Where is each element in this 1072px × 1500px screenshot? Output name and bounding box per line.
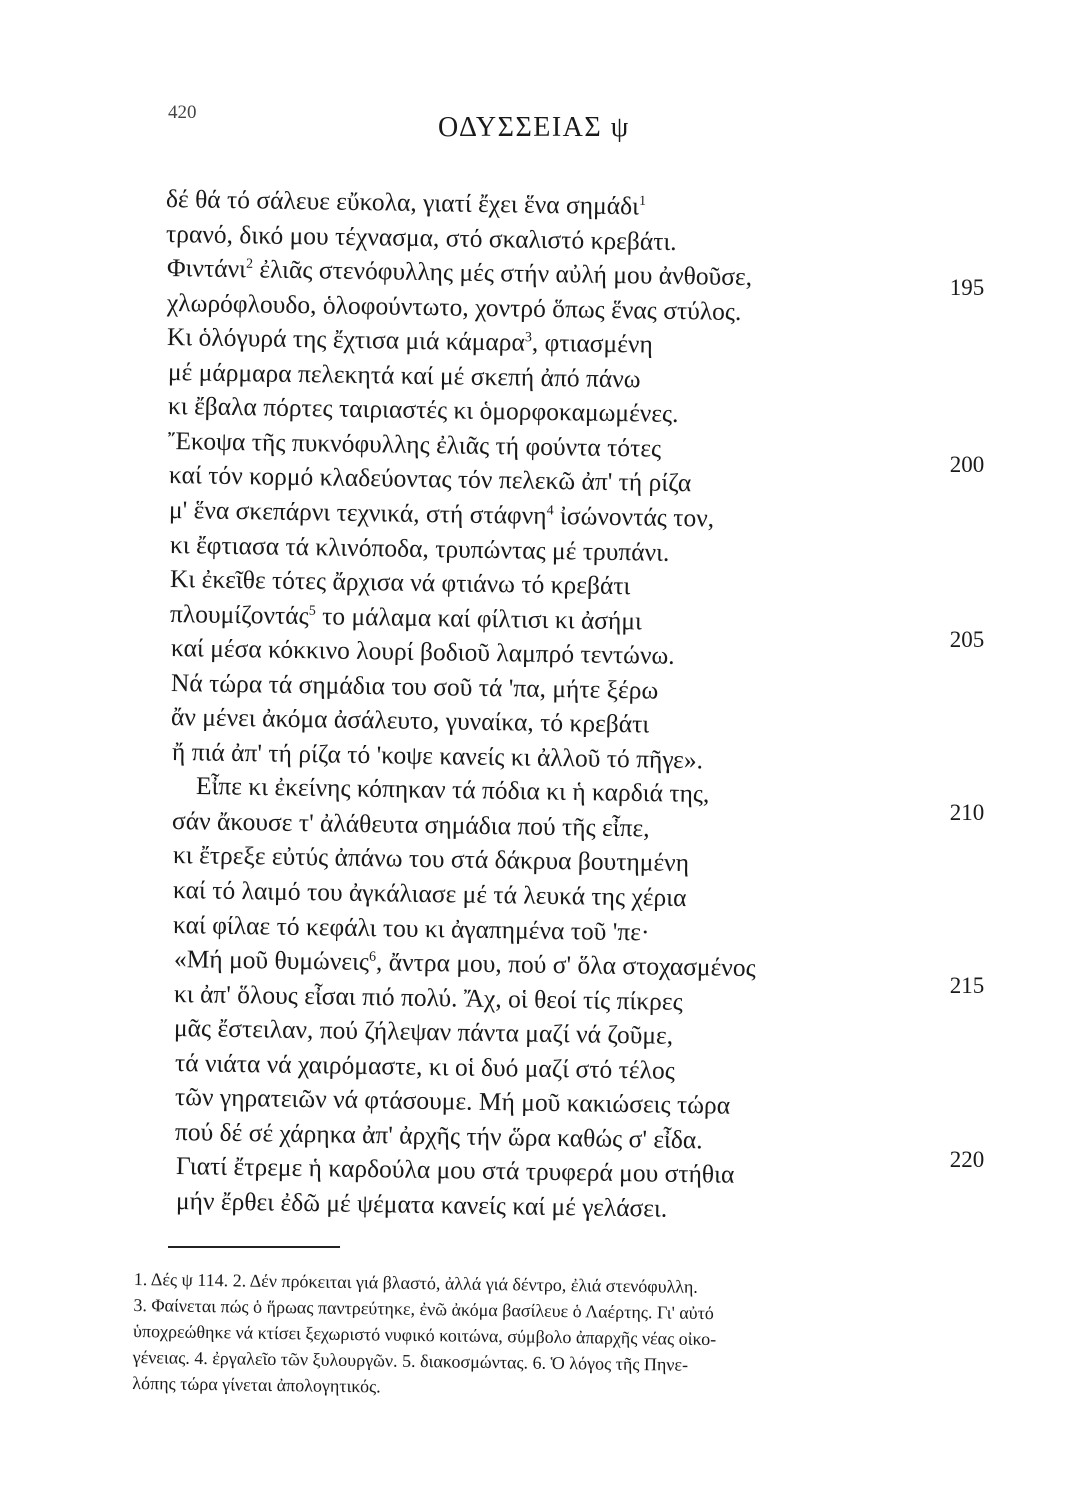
footnote-line: λόπης τώρα γίνεται ἀπολογητικός.	[132, 1372, 381, 1397]
verse-line	[170, 566, 890, 603]
footnote-marker: 4	[546, 503, 554, 519]
verse-text: κι ἀπ' ὅλους εἶσαι πιό πολύ. Ἄχ, οἱ θεοί τίς πίκρες	[173, 978, 683, 1016]
verse-text: Ἔκοψα τῆς πυκνόφυλλης ἐλιᾶς τή φούντα τότες	[167, 425, 662, 463]
verse-text: τρανό, δικό μου τέχνασμα, στό σκαλιστό κρεβάτι.	[165, 218, 677, 256]
verse-text: καί τόν κορμό κλαδεύοντας τόν πελεκῶ ἀπ' τή ρίζα	[168, 460, 692, 498]
verse-text: μήν ἔρθει ἐδῶ μέ ψέματα κανείς καί μέ γελάσει.	[175, 1185, 668, 1223]
verse-line	[173, 978, 894, 1018]
verse-line	[167, 356, 888, 396]
verse-text: μᾶς ἔστειλαν, πού ζήλεψαν πάντα μαζί νά ζοῦμε,	[173, 1013, 674, 1051]
verse-text: δέ θά τό σάλευε εὔκολα, γιατί ἔχει ἕνα σημάδι	[165, 184, 640, 221]
verse-text: Εἶπε κι ἐκείνης κόπηκαν τά πόδια κι ἡ καρδιά της,	[195, 771, 710, 809]
verse-line	[167, 425, 888, 465]
verse-line	[165, 218, 886, 258]
verse-line	[174, 1116, 895, 1156]
verse-line	[168, 393, 888, 430]
running-title: ΟΔΥΣΣΕΙΑΣ ψ	[438, 112, 630, 143]
verse-text: ἰσώνοντάς τον,	[553, 500, 715, 533]
verse-line	[196, 773, 916, 810]
footnote-marker: 3	[524, 330, 533, 346]
verse-line	[174, 946, 894, 983]
verse-text: , ἄντρα μου, πού σ' ὅλα στοχασμένος	[375, 947, 756, 983]
verse-line	[171, 805, 892, 845]
verse-text: Νά τώρα τά σημάδια του σοῦ τά 'πα, μήτε ξέρω	[170, 667, 659, 705]
line-number: 205	[949, 627, 985, 652]
verse-text: μ' ἕνα σκεπάρνι τεχνικά, στή στάφνη	[168, 494, 547, 530]
verse-text: μέ μάρμαρα πελεκητά καί μέ σκεπή ἀπό πάνω	[167, 356, 641, 394]
verse-text: , φτιασμένη	[531, 327, 654, 359]
footnotes	[132, 1266, 984, 1408]
verse-line	[175, 1185, 896, 1225]
verse-line	[169, 598, 890, 638]
verse-text: Κι ὁλόγυρά της ἔχτισα μιά κάμαρα	[166, 322, 526, 357]
verse-text: το μάλαμα καί φίλτισι κι ἀσήμι	[315, 600, 643, 636]
verse-text: κι ἔφτιασα τά κλινόποδα, τρυπώντας μέ τρυπάνι.	[169, 529, 670, 567]
verse-text: κι ἔτρεξε εὐτύς ἀπάνω του στά δάκρυα βουτημένη	[172, 840, 690, 878]
verse-line	[167, 255, 887, 292]
line-number: 195	[949, 275, 985, 300]
verse-text: χλωρόφλουδο, ὁλοφούντωτο, χοντρό ὅπως ἕνας στύλος.	[166, 287, 742, 326]
verse-line	[166, 287, 887, 327]
line-number: 210	[949, 800, 985, 825]
verse-line	[174, 1047, 895, 1087]
verse-line	[175, 1084, 895, 1121]
verse-text: Φιντάνι	[166, 253, 247, 284]
verse-text: πλουμίζοντάς	[169, 598, 309, 630]
verse-text: καί τό λαιμό του ἀγκάλιασε μέ τά λευκά της χέρια	[172, 875, 687, 913]
footnote-marker: 6	[368, 949, 377, 965]
verse-line	[171, 736, 892, 776]
verse-text: ἤ πιά ἀπ' τή ρίζα τό 'κοψε κανείς κι ἀλλοῦ τό πῆγε».	[171, 736, 704, 775]
verse-text: τά νιάτα νά χαιρόμαστε, κι οἱ δυό μαζί στό τέλος	[174, 1047, 676, 1085]
verse-line	[176, 1153, 896, 1190]
verse-line	[170, 667, 891, 707]
verse-line	[174, 1015, 894, 1052]
line-number: 200	[949, 452, 985, 477]
verse-text: ἐλιᾶς στενόφυλλης μές στήν αὐλή μου ἀνθοῦσε,	[252, 254, 753, 292]
verse-line	[171, 704, 891, 741]
verse-line	[169, 529, 890, 569]
verse-text: Γιατί ἔτρεμε ἡ καρδούλα μου στά τρυφερά μου στήθια	[175, 1151, 735, 1190]
verse-line	[173, 877, 893, 914]
footnote-marker: 1	[638, 193, 647, 210]
verse-line	[169, 462, 889, 499]
verse-text: Κι ἐκεῖθε τότες ἄρχισα νά φτιάνω τό κρεβάτι	[169, 564, 631, 601]
verse-line	[166, 186, 886, 223]
verse-text: κι ἔβαλα πόρτες ταιριαστές κι ὁμορφοκαμωμένες.	[167, 391, 679, 429]
verse-text: καί μέσα κόκκινο λουρί βοδιοῦ λαμπρό τεντώνω.	[170, 633, 675, 671]
verse-line	[168, 494, 889, 534]
verse-text: ἄν μένει ἀκόμα ἀσάλευτο, γυναίκα, τό κρεβάτι	[170, 702, 650, 739]
footnote-line: 1. Δές ψ 114. 2. Δέν πρόκειται γιά βλαστό, ἀλλά γιά δέντρο, ἐλιά στενόφυλλη.	[133, 1268, 699, 1297]
verse-line	[167, 324, 887, 361]
footnote-line: γένειας. 4. ἐργαλεῖο τῶν ξυλουργῶν. 5. διακοσμώντας. 6. Ὁ λόγος τῆς Πηνε-	[132, 1346, 689, 1375]
verse-text: τῶν γηρατειῶν νά φτάσουμε. Μή μοῦ κακιώσεις τώρα	[174, 1082, 731, 1121]
footnote-line: 3. Φαίνεται πώς ὁ ἥρωας παντρεύτηκε, ἐνῶ ἀκόμα βασίλευε ὁ Λαέρτης. Γι' αὐτό	[133, 1294, 715, 1324]
verse-line	[172, 909, 893, 949]
verse-text: καί φίλαε τό κεφάλι του κι ἀγαπημένα τοῦ 'πε·	[172, 909, 650, 947]
line-number: 215	[949, 973, 985, 998]
footnote-marker: 5	[308, 603, 316, 619]
page-number: 420	[168, 102, 197, 123]
footnote-divider	[168, 1246, 340, 1248]
footnote-line: ὑποχρεώθηκε νά κτίσει ξεχωριστό νυφικό κοιτώνα, σύμβολο ἀπαρχῆς νέας οἰκο-	[132, 1320, 717, 1350]
footnote-marker: 2	[245, 256, 254, 272]
verse-line	[173, 842, 893, 879]
verse-text: πού δέ σέ χάρηκα ἀπ' ἀρχῆς τήν ὥρα καθώς σ' εἶδα.	[174, 1116, 703, 1155]
verse-line	[171, 635, 891, 672]
verse-text: «Μή μοῦ θυμώνεις	[173, 944, 370, 977]
line-number: 220	[949, 1147, 985, 1172]
verse-text: σάν ἄκουσε τ' ἀλάθευτα σημάδια πού τῆς εἶπε,	[171, 805, 650, 843]
